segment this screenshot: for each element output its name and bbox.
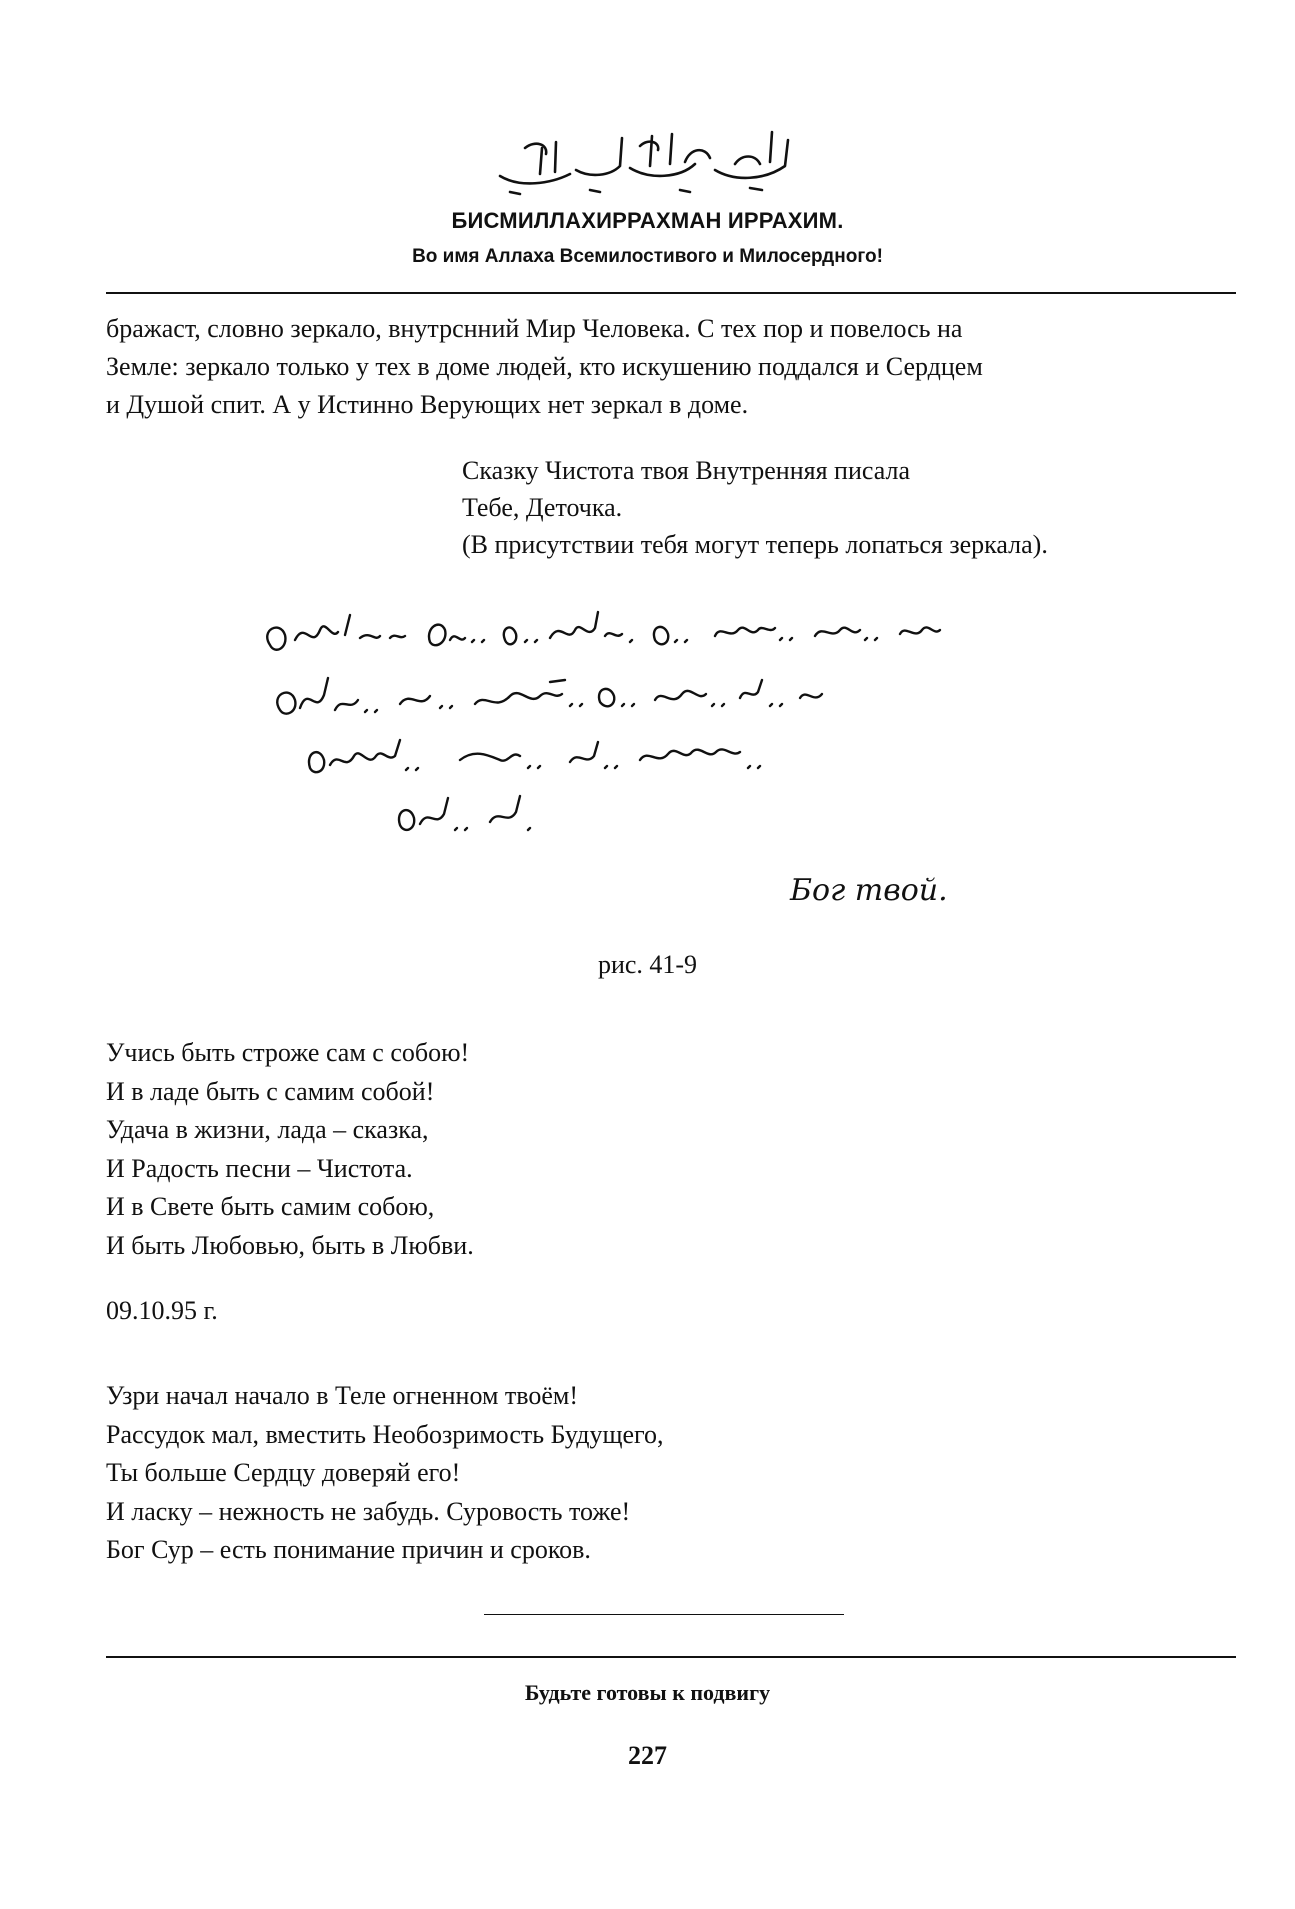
- poem-line: Ты больше Сердцу доверяй его!: [106, 1458, 461, 1487]
- paragraph-line: бражаст, словно зеркало, внутрснний Мир Человека. С тех пор и повелось на: [106, 314, 963, 343]
- header-subtitle: Во имя Аллаха Всемилостивого и Милосердного!: [412, 246, 883, 267]
- footer-divider: [106, 1656, 1236, 1658]
- signature-handwriting: Бог твой.: [790, 873, 948, 908]
- header-divider: [106, 292, 1236, 294]
- signature-block: [462, 452, 1048, 563]
- poem-line: Рассудок мал, вместить Необозримость Будущего,: [106, 1419, 664, 1449]
- page-number: 227: [628, 1741, 667, 1770]
- poem-line: И ласку – нежность не забудь. Суровость тоже!: [106, 1496, 631, 1526]
- signature-line: Сказку Чистота твоя Внутренняя писала: [462, 456, 911, 485]
- paragraph-line: Земле: зеркало только у тех в доме людей, кто искушению поддался и Сердцем: [106, 352, 983, 381]
- poem-line: Бог Сур – есть понимание причин и сроков.: [106, 1535, 591, 1564]
- footer-title: Будьте готовы к подвигу: [524, 1680, 771, 1705]
- body-paragraph: [106, 310, 1236, 424]
- header-title: БИСМИЛЛАХИРРАХМАН ИРРАХИМ.: [451, 208, 844, 233]
- poem-line: Учись быть строже сам с собою!: [106, 1038, 470, 1067]
- section-divider: [484, 1614, 844, 1615]
- poem-line: Узри начал начало в Теле огненном твоём!: [106, 1381, 579, 1410]
- date-line: 09.10.95 г.: [106, 1296, 218, 1325]
- poem-line: И Радость песни – Чистота.: [106, 1153, 413, 1183]
- paragraph-line: и Душой спит. А у Истинно Верующих нет зеркал в доме.: [106, 390, 749, 419]
- poem-line: Удача в жизни, лада – сказка,: [106, 1115, 429, 1144]
- poem-two: [106, 1377, 664, 1570]
- poem-line: И быть Любовью, быть в Любви.: [106, 1230, 474, 1260]
- handwritten-script-figure: [250, 600, 1100, 930]
- figure-caption: рис. 41-9: [597, 950, 698, 979]
- signature-line: (В присутствии тебя могут теперь лопаться зеркала).: [462, 530, 1048, 559]
- poem-one: [106, 1034, 474, 1265]
- poem-line: И в ладе быть с самим собой!: [106, 1076, 435, 1106]
- signature-line: Тебе, Деточка.: [462, 493, 623, 522]
- poem-line: И в Свете быть самим собою,: [106, 1192, 435, 1221]
- basmala-calligraphy-icon: [480, 118, 820, 202]
